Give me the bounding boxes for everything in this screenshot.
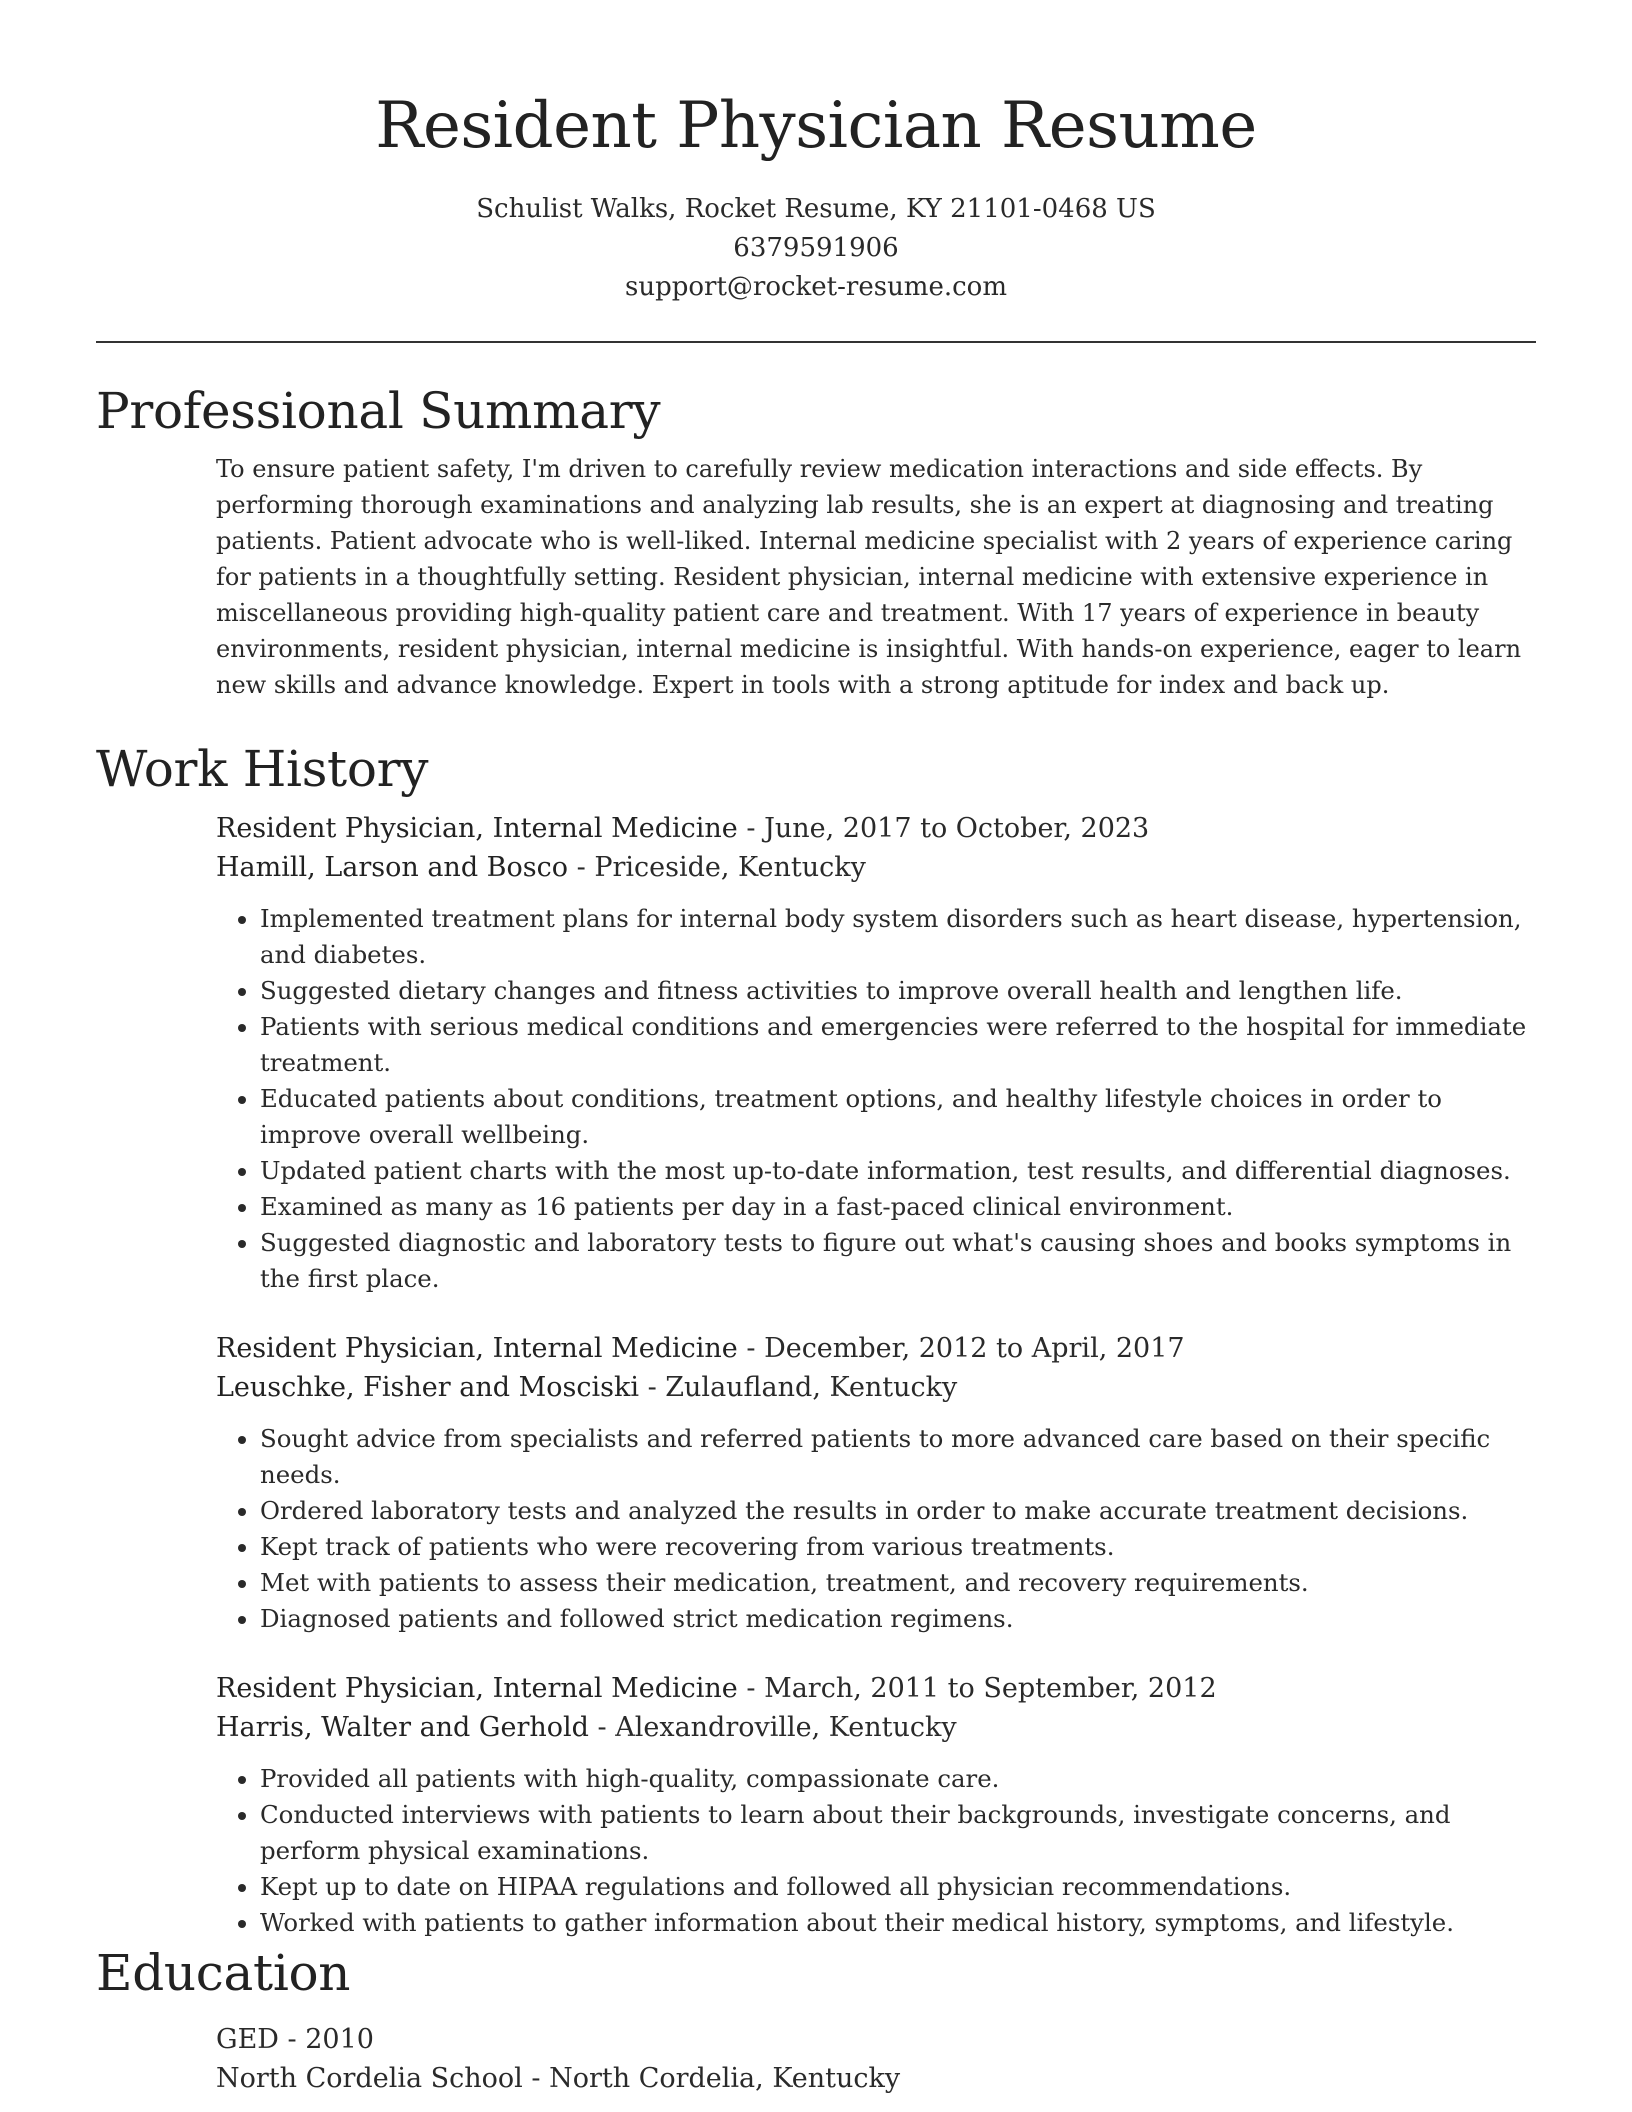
job-company-line <box>216 848 1532 887</box>
job-company-line <box>216 1368 1532 1407</box>
education-degree: GED <box>216 2024 279 2055</box>
job-company-line <box>216 1708 1532 1747</box>
section-heading-summary: Professional Summary <box>96 382 661 440</box>
education-section <box>96 1940 1536 2098</box>
list-item: • Educated patients about conditions, treatment options, and healthy lifestyle choices in order to improve overall wellbeing. <box>260 1081 1532 1153</box>
job-title: Resident Physician, Internal Medicine <box>216 1333 738 1364</box>
separator: - <box>737 1333 765 1364</box>
job-dates: June, 2017 to October, 2023 <box>764 813 1150 844</box>
header-divider <box>96 341 1536 343</box>
job-dates: December, 2012 to April, 2017 <box>764 1333 1185 1364</box>
job-company: Leuschke, Fisher and Mosciski <box>216 1372 639 1403</box>
education-location: North Cordelia, Kentucky <box>549 2063 901 2094</box>
separator: - <box>737 1673 765 1704</box>
list-item: • Suggested diagnostic and laboratory tests to figure out what's causing shoes and books symptoms in the first place. <box>260 1225 1532 1297</box>
job-bullets <box>216 901 1532 1297</box>
page-title: Resident Physician Resume <box>375 89 1257 163</box>
job-company: Hamill, Larson and Bosco <box>216 852 569 883</box>
separator: - <box>737 813 765 844</box>
contact-info <box>0 190 1632 307</box>
separator: - <box>638 1372 666 1403</box>
list-item: • Kept up to date on HIPAA regulations and followed all physician recommendations. <box>260 1869 1532 1905</box>
education-school-line <box>216 2059 1532 2098</box>
summary-text: To ensure patient safety, I'm driven to carefully review medication interactions and side effects. By performing thorough examinations and analyzing lab results, she is an expert at diagnosing and treating patients. Patient advocate who is well-liked. Internal medicine specialist with 2 years of experience caring for patients in a thoughtfully setting. Resident physician, internal medicine with extensive experience in miscellaneous providing high-quality patient care and treatment. With 17 years of experience in beauty environments, resident physician, internal medicine is insightful. With hands-on experience, eager to learn new skills and advance knowledge. Expert in tools with a strong aptitude for index and back up. <box>216 455 1522 699</box>
list-item: • Provided all patients with high-quality, compassionate care. <box>260 1761 1532 1797</box>
separator: - <box>278 2024 306 2055</box>
list-item: • Ordered laboratory tests and analyzed the results in order to make accurate treatment decisions. <box>260 1493 1532 1529</box>
address-text: Schulist Walks, Rocket Resume, KY 21101-0468 US <box>476 194 1156 224</box>
list-item: • Suggested dietary changes and fitness activities to improve overall health and lengthen life. <box>260 973 1532 1009</box>
job-bullets <box>216 1761 1532 1941</box>
job-entry <box>216 809 1532 1297</box>
email-text: support@rocket-resume.com <box>624 272 1007 302</box>
list-item: • Diagnosed patients and followed strict medication regimens. <box>260 1601 1532 1637</box>
job-company: Harris, Walter and Gerhold <box>216 1712 589 1743</box>
education-year: 2010 <box>305 2024 374 2055</box>
job-location: Priceside, Kentucky <box>594 852 866 883</box>
section-heading-work-history: Work History <box>96 740 429 798</box>
job-title: Resident Physician, Internal Medicine <box>216 813 738 844</box>
job-location: Zulaufland, Kentucky <box>665 1372 958 1403</box>
list-item: • Updated patient charts with the most up-to-date information, test results, and differential diagnoses. <box>260 1153 1532 1189</box>
phone-text: 6379591906 <box>733 233 899 263</box>
list-item: • Conducted interviews with patients to learn about their backgrounds, investigate concerns, and perform physical examinations. <box>260 1797 1532 1869</box>
education-school: North Cordelia School <box>216 2063 523 2094</box>
list-item: • Met with patients to assess their medication, treatment, and recovery requirements. <box>260 1565 1532 1601</box>
list-item: • Implemented treatment plans for internal body system disorders such as heart disease, hypertension, and diabetes. <box>260 901 1532 973</box>
list-item: • Kept track of patients who were recovering from various treatments. <box>260 1529 1532 1565</box>
separator: - <box>568 852 595 883</box>
summary-section <box>96 378 1536 703</box>
job-location: Alexandroville, Kentucky <box>615 1712 957 1743</box>
job-title-line <box>216 1329 1532 1368</box>
list-item: • Examined as many as 16 patients per day in a fast-paced clinical environment. <box>260 1189 1532 1225</box>
separator: - <box>522 2063 550 2094</box>
job-dates: March, 2011 to September, 2012 <box>764 1673 1217 1704</box>
section-heading-education: Education <box>96 1944 351 2002</box>
job-entry <box>216 1669 1532 1941</box>
work-history-section <box>96 736 1536 1941</box>
list-item: • Sought advice from specialists and referred patients to more advanced care based on their specific needs. <box>260 1421 1532 1493</box>
resume-header <box>0 0 1632 307</box>
list-item: • Worked with patients to gather information about their medical history, symptoms, and lifestyle. <box>260 1905 1532 1941</box>
job-title: Resident Physician, Internal Medicine <box>216 1673 738 1704</box>
list-item: • Patients with serious medical conditions and emergencies were referred to the hospital for immediate treatment. <box>260 1009 1532 1081</box>
separator: - <box>588 1712 616 1743</box>
job-title-line <box>216 1669 1532 1708</box>
education-degree-line <box>216 2020 1532 2059</box>
job-title-line <box>216 809 1532 848</box>
job-entry <box>216 1329 1532 1637</box>
job-bullets <box>216 1421 1532 1637</box>
